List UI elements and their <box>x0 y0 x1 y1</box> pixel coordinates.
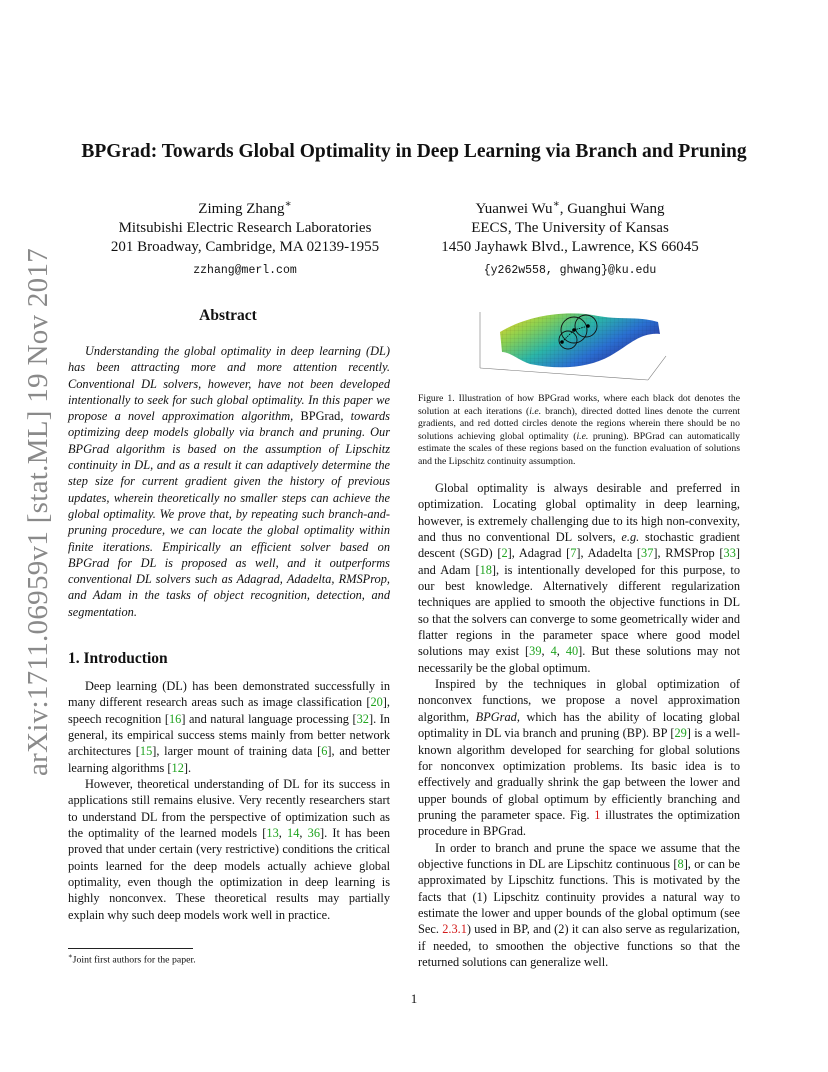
citation-link[interactable]: 16 <box>168 711 182 726</box>
citation-link[interactable]: 12 <box>171 760 184 775</box>
paper-title: BPGrad: Towards Global Optimality in Deep Learning via Branch and Pruning <box>81 141 747 162</box>
figure-1-caption: Figure 1. Illustration of how BPGrad works, where each black dot denotes the solution at each iterations (i.e. branch), directed dotted lines denote the current gradients, and red dotted circles denote the regions wherein there should be no solutions achieving global optimality (i.e. pruning). BPGrad can automatically estimate the scales of these regions based on the function evaluation of solutions and the Lipschitz continuity assumption. <box>418 393 740 467</box>
right-column <box>418 480 740 970</box>
citation-link[interactable]: 6 <box>321 744 328 759</box>
citation-link[interactable]: 32 <box>356 711 369 726</box>
citation-link[interactable]: 7 <box>570 546 577 561</box>
arxiv-stamp <box>22 247 62 776</box>
author-address: 1450 Jayhawk Blvd., Lawrence, KS 66045 <box>441 239 699 255</box>
paragraph: Global optimality is always desirable and preferred in optimization. Locating global optimality in deep learning, however, is extremely challenging due to its high non-convexity, and thus no conventional DL solvers, e.g. stochastic gradient descent (SGD) [2], Adagrad [7], Adadelta [37], RMSProp [33] and Adam [18], is intentionally developed for this purpose, to our best knowledge. Alternatively different regularization techniques are applied to smooth the objective functions in DL so that the solvers can converge to some geometrically wider and flatter regions in the parameter space where good model solutions may exist [39, 4, 40]. But these solutions may not necessarily be the global optimum. <box>418 481 741 675</box>
author-email: {y262w558, ghwang}@ku.edu <box>483 264 657 277</box>
paragraph: Deep learning (DL) has been demonstrated successfully in many different research areas such as image classification [20], speech recognition [16] and natural language processing [32]. In general, its empirical success stems mainly from better network architectures [15], larger mount of training data [6], and better learning algorithms [12]. <box>68 679 390 775</box>
citation-link[interactable]: 39 <box>529 644 542 659</box>
citation-link[interactable]: 15 <box>139 744 153 759</box>
arxiv-stamp-text: arXiv:1711.06959v1 [stat.ML] 19 Nov 2017 <box>22 247 54 776</box>
citation-link[interactable]: 13 <box>266 826 279 841</box>
citation-link[interactable]: 2 <box>501 546 508 561</box>
page-number: 1 <box>410 991 418 1006</box>
abstract-heading: Abstract <box>199 307 257 324</box>
abstract-text: Understanding the global optimality in deep learning (DL) has been attracting more and more attention recently. Conventional DL solvers, however, have not been developed intentionally to seek for such global optimality. In this paper we propose a novel approximation algorithm, BPGrad, towards optimizing deep models globally via branch and pruning. Our BPGrad algorithm is based on the assumption of Lipschitz continuity in DL, and as a result it can adaptively determine the step size for current gradient given the history of previous updates, wherein theoretically no smaller steps can achieve the global optimality. We prove that, by repeating such branch-and-pruning procedure, we can locate the global optimality within finite iterations. Empirically an efficient solver based on BPGrad for DL is proposed as well, and it outperforms conventional DL solvers such as Adagrad, Adadelta, RMSProp, and Adam in the tasks of object recognition, detection, and segmentation. <box>68 344 390 619</box>
footnote: ∗Joint first authors for the paper. <box>68 953 196 966</box>
paragraph: Inspired by the techniques in global optimization of nonconvex functions, we propose a novel approximation algorithm, BPGrad, which has the ability of locating global optimality in DL via branch and pruning (BP). BP [29] is a well-known algorithm developed for searching for global solutions for nonconvex optimization problems. Its basic idea is to effectively and gradually shrink the gap between the lower and upper bounds of global optimum by efficiently branching and pruning the parameter space. Fig. 1 illustrates the optimization procedure in BPGrad. <box>418 677 741 839</box>
paragraph: In order to branch and prune the space we assume that the objective functions in DL are Lipschitz continuous [8], or can be approximated by Lipschitz functions. This is motivated by the facts that (1) Lipschitz continuity provides a natural way to estimate the lower and upper bounds of the global optimum (see Sec. 2.3.1) used in BP, and (2) it can also serve as regularization, if needed, to smoothen the objective functions so that the returned solutions can generalize well. <box>418 840 741 969</box>
author-email: zzhang@merl.com <box>193 264 297 277</box>
figure-ref-link[interactable]: 1 <box>594 807 601 822</box>
author-block-right <box>420 195 720 280</box>
citation-link[interactable]: 20 <box>370 695 383 710</box>
figure-1-surface-plot <box>470 306 670 386</box>
intro-column <box>68 678 390 923</box>
citation-link[interactable]: 36 <box>307 826 320 841</box>
author-name: Ziming Zhang∗ <box>198 199 292 217</box>
citation-link[interactable]: 37 <box>641 546 654 561</box>
section-heading-introduction: 1. Introduction <box>68 650 168 667</box>
citation-link[interactable]: 14 <box>287 826 300 841</box>
section-ref-link[interactable]: 2.3.1 <box>442 922 467 937</box>
citation-link[interactable]: 33 <box>723 546 736 561</box>
author-names: Yuanwei Wu∗, Guanghui Wang <box>475 199 665 217</box>
paragraph: However, theoretical understanding of DL for its success in applications still remains elusive. Very recently researchers start to understand DL from the perspective of optimization such as the optimality of the learned models [13, 14, 36]. It has been proved that under certain (very restrictive) conditions the critical points learned for the deep models actually achieve global optimality, even though the optimization in deep learning is highly nonconvex. These theoretical results may partially explain why such deep models work well in practice. <box>68 777 391 922</box>
author-affiliation: EECS, The University of Kansas <box>471 220 669 236</box>
citation-link[interactable]: 29 <box>674 726 687 741</box>
citation-link[interactable]: 8 <box>677 856 684 871</box>
author-affiliation: Mitsubishi Electric Research Laboratories <box>118 220 372 236</box>
citation-link[interactable]: 18 <box>479 562 492 577</box>
footnote-rule <box>68 948 193 949</box>
citation-link[interactable]: 40 <box>565 644 579 659</box>
citation-link[interactable]: 4 <box>550 644 557 659</box>
author-address: 201 Broadway, Cambridge, MA 02139-1955 <box>110 239 380 255</box>
author-block-left <box>90 195 400 280</box>
